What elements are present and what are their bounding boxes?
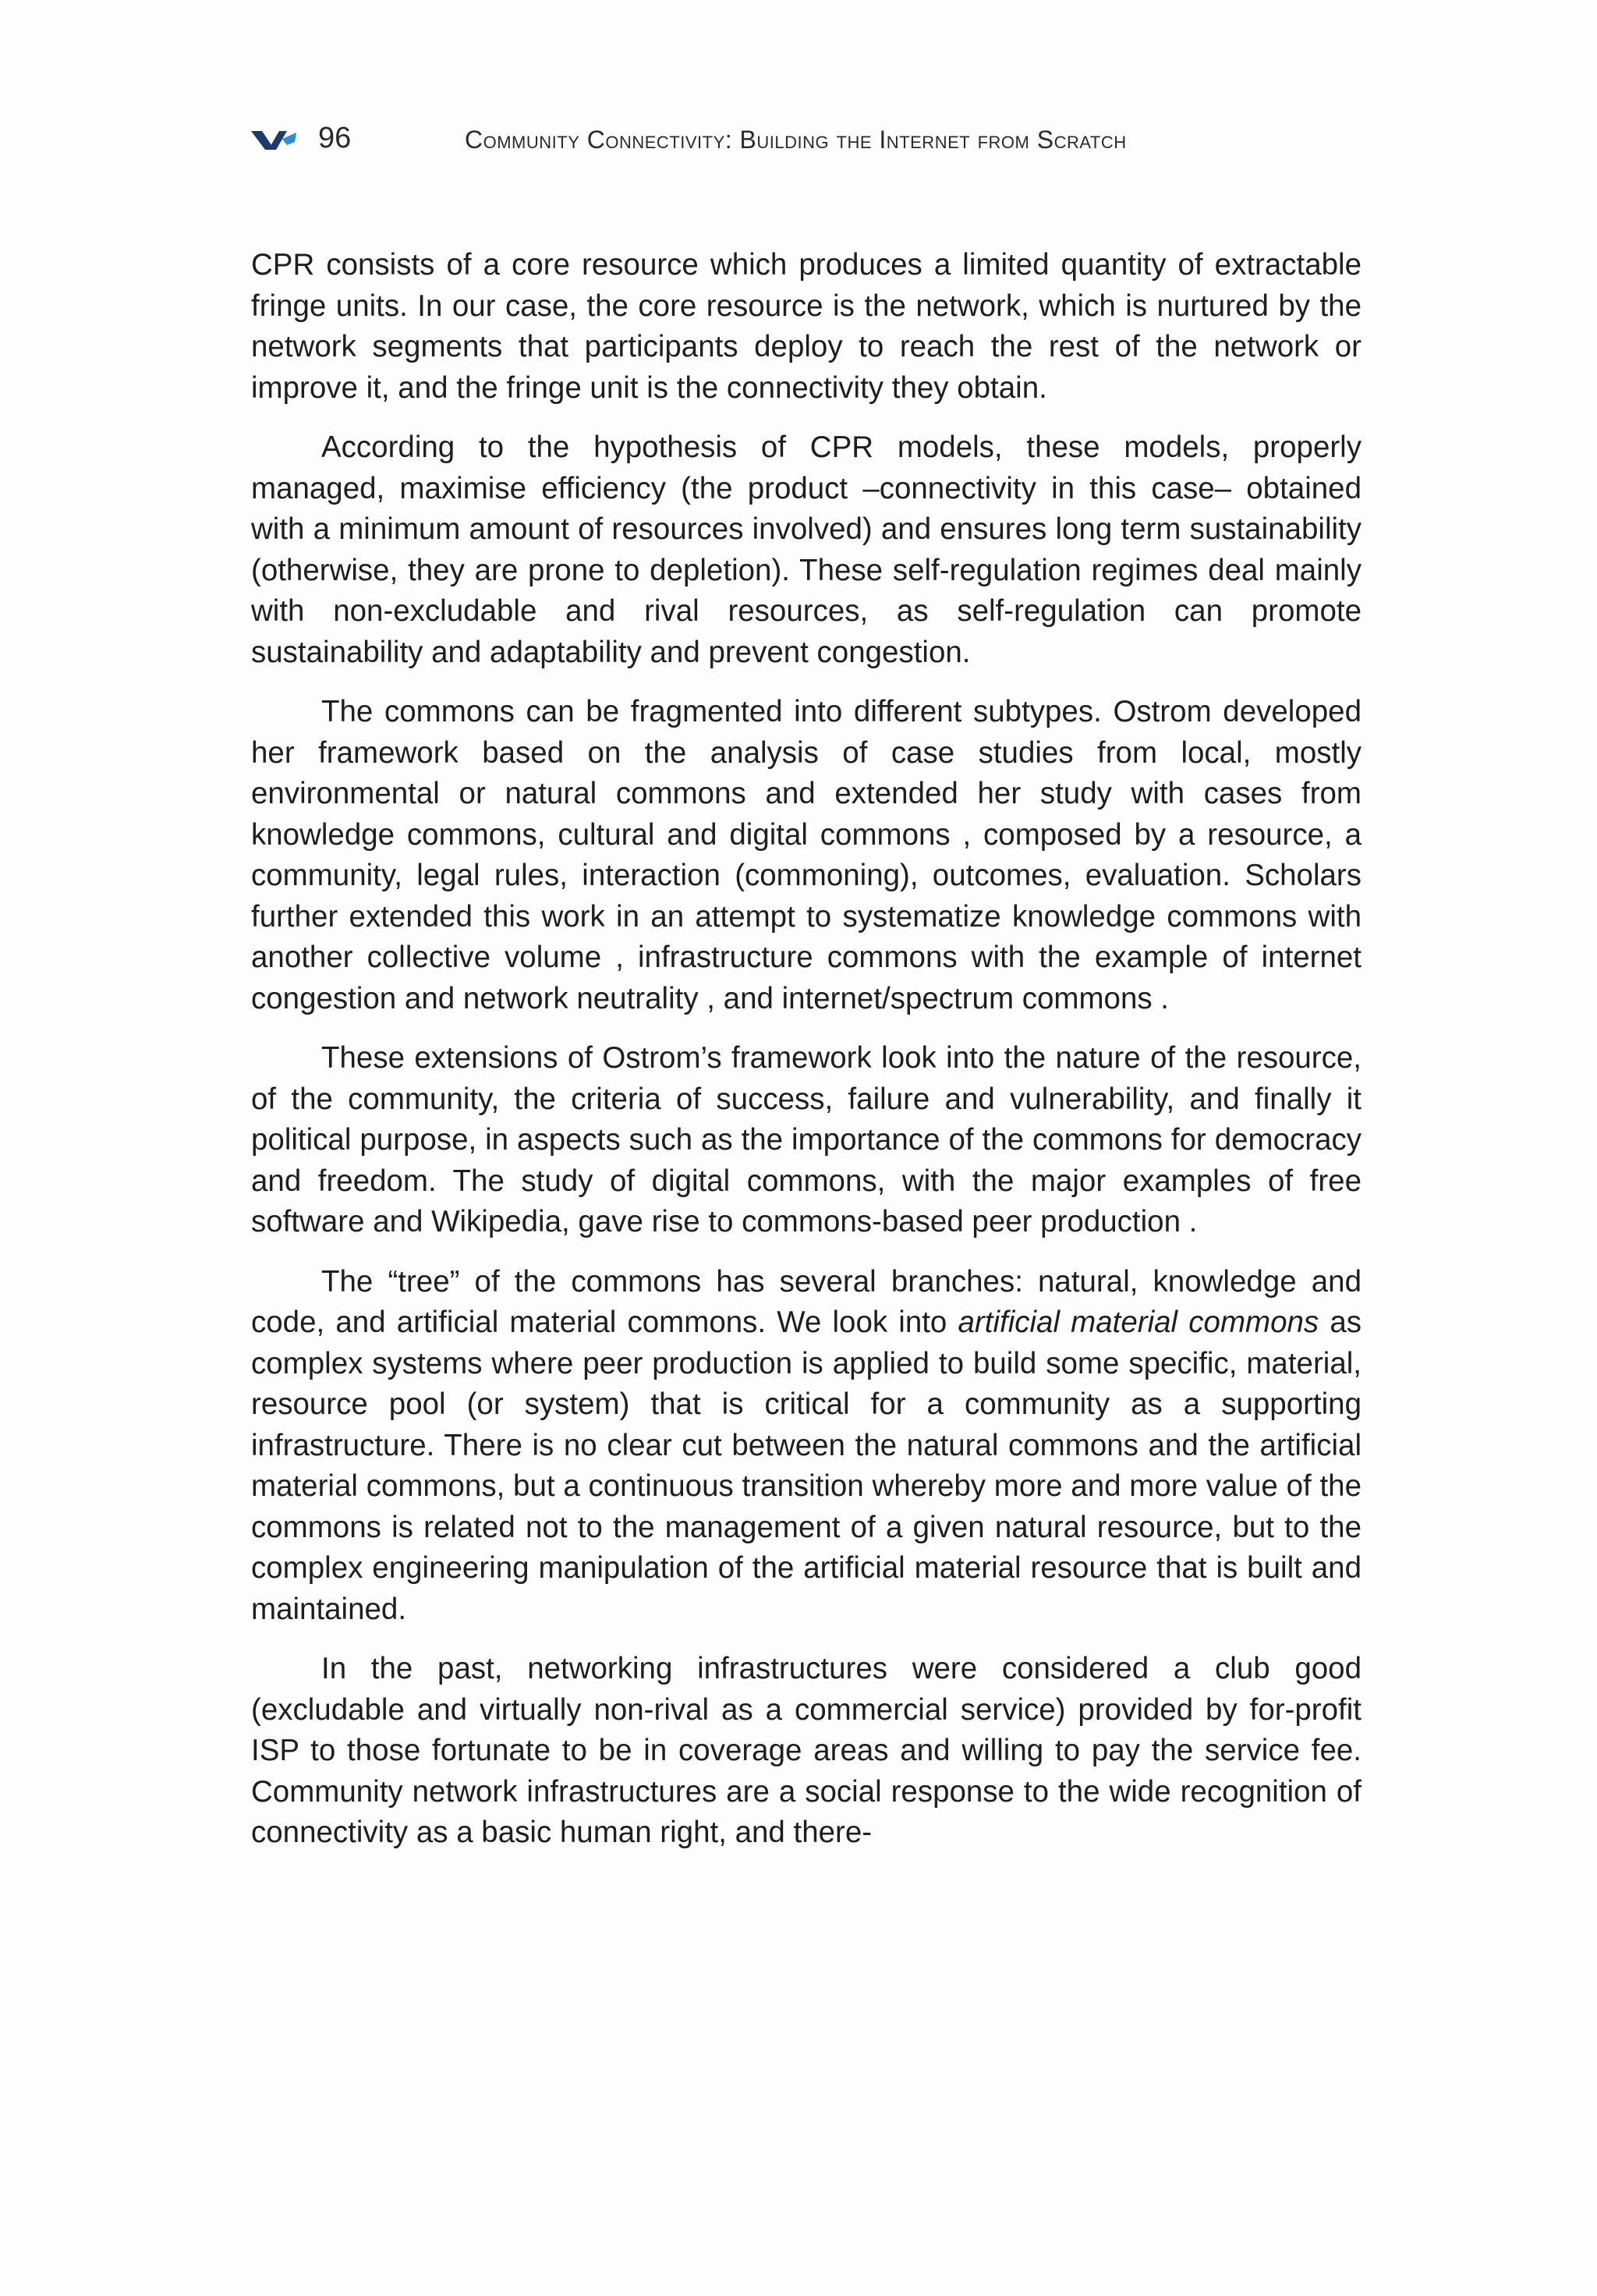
paragraph-1: CPR consists of a core resource which produces a limited quantity of extractable fringe units. In our case, the core resource is the network, which is nurtured by the network segments that participants deploy to reach the rest of the network or improve it, and the fringe unit is the connectivity they obtain. — [251, 248, 1362, 405]
paragraph-5-lead: The “tree” of the commons has several branches: natural, knowledge and code, and artificial material commons. We look into — [251, 1264, 1362, 1339]
body-text — [251, 245, 1362, 1873]
paragraph-2: According to the hypothesis of CPR models, these models, properly managed, maximise efficiency (the product –connectivity in this case– obtained with a minimum amount of resources involved) and ensures long term sustainability (otherwise, they are prone to depletion). These self-regulation regimes deal mainly with non-excludable and rival resources, as self-regulation can promote sustainability and adaptability and prevent congestion. — [251, 430, 1362, 669]
paragraph-5-italic-term: artificial material commons — [958, 1306, 1319, 1339]
paragraph-4: These extensions of Ostrom’s framework look into the nature of the resource, of the community, the criteria of success, failure and vulnerability, and finally it political purpose, in aspects such as the importance of the commons for democracy and freedom. The study of digital commons, with the major examples of free software and Wikipedia, gave rise to commons-based peer production . — [251, 1041, 1362, 1238]
paragraph-5 — [251, 1262, 1362, 1631]
page-number: 96 — [318, 122, 352, 154]
paragraph-3: The commons can be fragmented into different subtypes. Ostrom developed her framework based on the analysis of case studies from local, mostly environmental or natural commons and extended her study with cases from knowledge commons, cultural and digital commons , composed by a resource, a community, legal rules, interaction (commoning), outcomes, evaluation. Scholars further extended this work in an attempt to systematize knowledge commons with another collective volume , infrastructure commons with the example of internet congestion and network neutrality , and internet/spectrum commons . — [251, 695, 1362, 1015]
publisher-logo-icon — [251, 128, 313, 153]
page-header — [251, 120, 1362, 156]
paragraph-5-tail: as complex systems where peer production is applied to build some specific, material, resource pool (or system) that is critical for a community as a supporting infrastructure. There is no clear cut between the natural commons and the artificial material commons, but a continuous transition whereby more and more value of the commons is related not to the management of a given natural resource, but to the complex engineering manipulation of the artificial material resource that is built and maintained. — [251, 1306, 1362, 1626]
paragraph-6: In the past, networking infrastructures were considered a club good (excludable and virtually non-rival as a commercial service) provided by for-profit ISP to those fortunate to be in coverage areas and willing to pay the service fee. Community network infrastructures are a social response to the wide recognition of connectivity as a basic human right, and there- — [251, 1652, 1362, 1849]
running-title: Community Connectivity: Building the Internet from Scratch — [465, 126, 1127, 154]
